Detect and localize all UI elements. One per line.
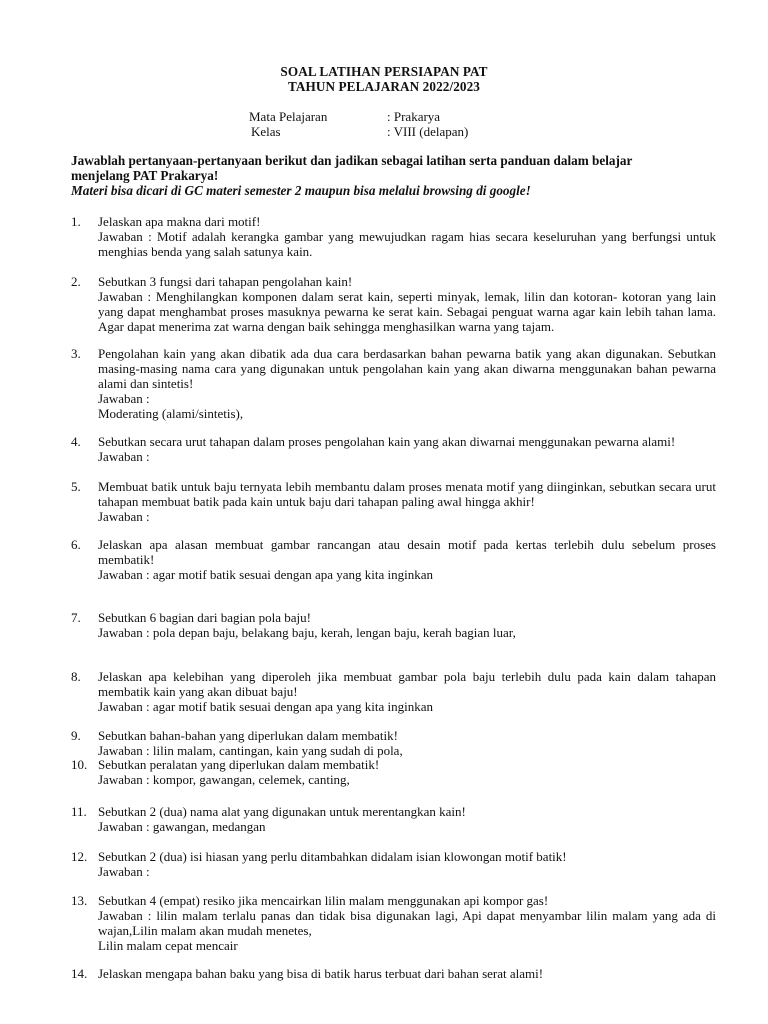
- question-item: [71, 893, 716, 953]
- question-number: 3.: [71, 346, 81, 361]
- question-text: Jelaskan apa makna dari motif!: [98, 214, 261, 229]
- question-number: 9.: [71, 728, 81, 743]
- question-text: Sebutkan 2 (dua) isi hiasan yang perlu ditambahkan didalam isian klowongan motif batik!: [98, 849, 567, 864]
- instruction-note: Materi bisa dicari di GC materi semester 2 maupun bisa melalui browsing di google!: [71, 183, 531, 198]
- question-item: [71, 728, 716, 758]
- answer-text: Jawaban :: [98, 449, 150, 464]
- question-number: 13.: [71, 893, 88, 908]
- question-item: [71, 274, 716, 334]
- answer-text-continued: Lilin malam cepat mencair: [98, 938, 238, 953]
- answer-text: Jawaban :: [98, 864, 150, 879]
- question-text: Sebutkan peralatan yang diperlukan dalam membatik!: [98, 757, 380, 772]
- question-number: 2.: [71, 274, 81, 289]
- answer-text: Jawaban : lilin malam, cantingan, kain yang sudah di pola,: [98, 743, 403, 758]
- instruction-line-2: menjelang PAT Prakarya!: [71, 168, 219, 183]
- question-text: Jelaskan apa alasan membuat gambar rancangan atau desain motif pada kertas terlebih dulu sebelum proses membatik!: [98, 537, 716, 567]
- instruction-line-1: Jawablah pertanyaan-pertanyaan berikut dan jadikan sebagai latihan serta panduan dalam belajar: [71, 153, 633, 168]
- question-number: 4.: [71, 434, 81, 449]
- class-value: : VIII (delapan): [387, 124, 469, 139]
- answer-text: Jawaban : Menghilangkan komponen dalam serat kain, seperti minyak, lemak, lilin dan kotoran- kotoran yang lain yang dapat menghambat proses masuknya pewarna ke serat kain. Sebagai penguat warna agar kain lebih tahan lama. Agar dapat menerima zat warna dengan baik sehingga menghasilkan warna yang tajam.: [98, 289, 716, 334]
- question-number: 10.: [71, 757, 88, 772]
- question-number: 11.: [71, 804, 87, 819]
- question-item: [71, 669, 716, 714]
- class-label: Kelas: [251, 124, 281, 139]
- question-number: 5.: [71, 479, 81, 494]
- question-item: [71, 346, 716, 421]
- question-number: 8.: [71, 669, 81, 684]
- question-item: [71, 804, 716, 834]
- document-subtitle: TAHUN PELAJARAN 2022/2023: [287, 79, 480, 94]
- answer-text: Jawaban :: [98, 391, 150, 406]
- answer-text: Jawaban :: [98, 509, 150, 524]
- question-number: 14.: [71, 966, 88, 981]
- answer-text: Jawaban : kompor, gawangan, celemek, canting,: [98, 772, 350, 787]
- question-number: 12.: [71, 849, 88, 864]
- question-text: Sebutkan 6 bagian dari bagian pola baju!: [98, 610, 311, 625]
- question-number: 6.: [71, 537, 81, 552]
- question-item: [71, 610, 716, 640]
- question-text: Sebutkan secara urut tahapan dalam proses pengolahan kain yang akan diwarnai menggunakan pewarna alami!: [98, 434, 676, 449]
- question-item: [71, 479, 716, 524]
- question-item: [71, 434, 716, 464]
- answer-text: Jawaban : Motif adalah kerangka gambar yang mewujudkan ragam hias secara keseluruhan yang berfungsi untuk menghias benda yang salah satunya kain.: [98, 229, 716, 259]
- answer-text: Jawaban : gawangan, medangan: [98, 819, 266, 834]
- question-text: Membuat batik untuk baju ternyata lebih membantu dalam proses menata motif yang diinginkan, sebutkan secara urut tahapan membuat batik pada kain untuk baju dari tahapan paling awal hingga akhir!: [98, 479, 716, 509]
- question-item: [71, 966, 716, 981]
- question-text: Sebutkan 4 (empat) resiko jika mencairkan lilin malam menggunakan api kompor gas!: [98, 893, 549, 908]
- subject-label: Mata Pelajaran: [249, 109, 328, 124]
- answer-text: Jawaban : pola depan baju, belakang baju, kerah, lengan baju, kerah bagian luar,: [98, 625, 516, 640]
- question-item: [71, 849, 716, 879]
- answer-text: Jawaban : agar motif batik sesuai dengan apa yang kita inginkan: [98, 567, 434, 582]
- document-title: SOAL LATIHAN PERSIAPAN PAT: [280, 64, 488, 79]
- question-item: [71, 214, 716, 259]
- question-text: Sebutkan bahan-bahan yang diperlukan dalam membatik!: [98, 728, 398, 743]
- answer-text: Jawaban : lilin malam terlalu panas dan tidak bisa digunakan lagi, Api dapat menyambar lilin malam yang ada di wajan,Lilin malam akan mudah menetes,: [98, 908, 716, 938]
- answer-text: Jawaban : agar motif batik sesuai dengan apa yang kita inginkan: [98, 699, 434, 714]
- question-item: [71, 757, 716, 787]
- subject-value: : Prakarya: [387, 109, 441, 124]
- question-text: Pengolahan kain yang akan dibatik ada dua cara berdasarkan bahan pewarna batik yang akan digunakan. Sebutkan masing-masing nama cara yang digunakan untuk pengolahan kain yang akan diwarna menggunakan bahan pewarna alami dan sintetis!: [98, 346, 716, 391]
- question-item: [71, 537, 716, 582]
- question-text: Jelaskan apa kelebihan yang diperoleh jika membuat gambar pola baju terlebih dulu pada kain dalam tahapan membatik kain yang akan dibuat baju!: [98, 669, 716, 699]
- answer-text-continued: Moderating (alami/sintetis),: [98, 406, 244, 421]
- question-text: Jelaskan mengapa bahan baku yang bisa di batik harus terbuat dari bahan serat alami!: [98, 966, 544, 981]
- question-number: 1.: [71, 214, 81, 229]
- question-text: Sebutkan 2 (dua) nama alat yang digunakan untuk merentangkan kain!: [98, 804, 466, 819]
- question-text: Sebutkan 3 fungsi dari tahapan pengolahan kain!: [98, 274, 353, 289]
- question-number: 7.: [71, 610, 81, 625]
